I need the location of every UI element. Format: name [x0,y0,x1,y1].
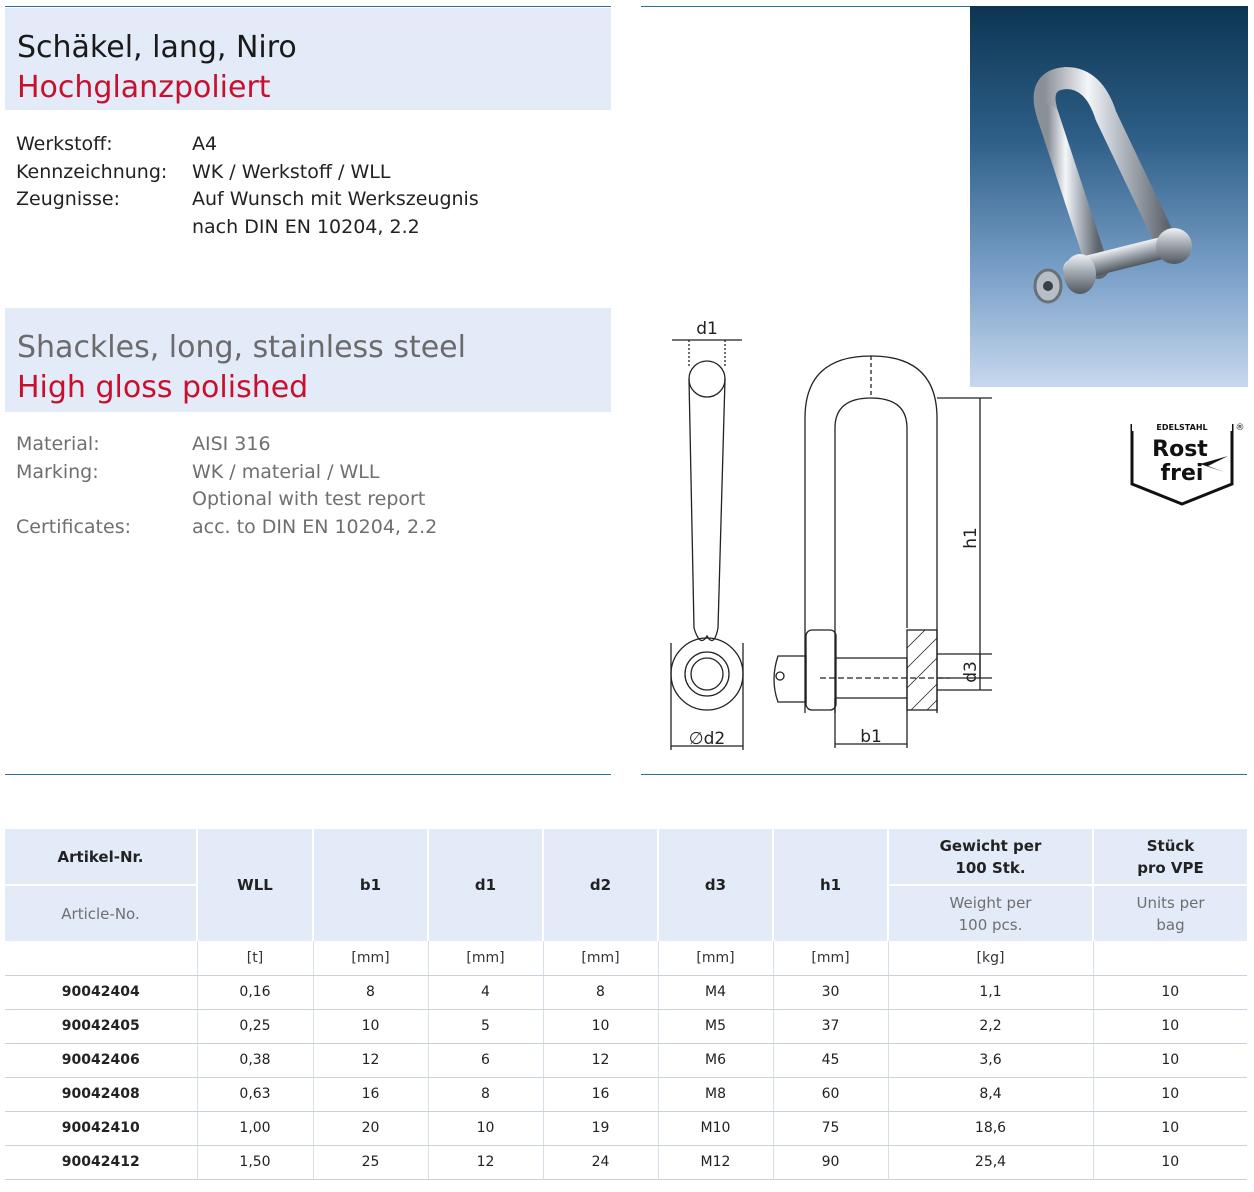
article-number: 90042405 [5,1009,197,1043]
table-row [5,1043,1247,1077]
table-row [5,1111,1247,1145]
cell-h1: 90 [773,1145,888,1179]
spec-list-de [16,131,492,241]
top-rule-right [641,6,970,7]
header-article-en: Article-No. [5,885,197,941]
cell-d3: M6 [658,1043,773,1077]
logo-line2: frei [1160,461,1204,486]
header-qty-de-text: Stück pro VPE [1137,836,1204,877]
cell-h1: 37 [773,1009,888,1043]
unit-cell: [mm] [773,941,888,975]
cell-d3: M8 [658,1077,773,1111]
unit-cell: [t] [197,941,313,975]
unit-cell: [mm] [428,941,543,975]
cell-b1: 12 [313,1043,428,1077]
logo-registered: ® [1235,423,1245,433]
table-row [5,1077,1247,1111]
cell-d2: 12 [543,1043,658,1077]
label-d1: d1 [696,319,718,339]
cell-weight: 3,6 [888,1043,1093,1077]
unit-cell: [mm] [543,941,658,975]
header-qty-en-text: Units per bag [1136,893,1205,934]
spec-key: Kennzeichnung: [16,160,168,183]
cell-d3: M12 [658,1145,773,1179]
spec-value: Optional with test report [192,488,426,510]
title-block-en [5,308,611,412]
cell-qty: 10 [1093,1077,1247,1111]
cell-wll: 1,50 [197,1145,313,1179]
spec-value: acc. to DIN EN 10204, 2.2 [192,515,438,538]
header-weight-en [888,885,1093,941]
spec-key [16,214,192,242]
cell-d3: M4 [658,975,773,1009]
table-row [5,1009,1247,1043]
cell-weight: 25,4 [888,1145,1093,1179]
article-number: 90042406 [5,1043,197,1077]
logo-line1: Rost [1152,437,1208,462]
label-d3: d3 [961,661,981,683]
spec-row [16,431,492,459]
spec-value: Auf Wunsch mit Werkszeugnis [192,188,479,210]
cell-wll: 0,16 [197,975,313,1009]
cell-wll: 0,38 [197,1043,313,1077]
spec-key: Zeugnisse: [16,188,121,210]
units-row [5,941,1247,975]
header-qty-en [1093,885,1247,941]
top-rule-left [5,6,611,7]
cell-d1: 6 [428,1043,543,1077]
mid-rule-left [5,774,611,775]
header-qty-de [1093,829,1247,885]
unit-cell: [kg] [888,941,1093,975]
label-d2: ∅d2 [688,729,726,749]
article-number: 90042412 [5,1145,197,1179]
table-row [5,1145,1247,1179]
cell-weight: 18,6 [888,1111,1093,1145]
cell-d1: 4 [428,975,543,1009]
cell-weight: 2,2 [888,1009,1093,1043]
title-en: Shackles, long, stainless steel [17,330,466,365]
header-wll: WLL [197,829,313,941]
spec-key: Certificates: [16,515,131,538]
cell-wll: 1,00 [197,1111,313,1145]
cell-qty: 10 [1093,1111,1247,1145]
article-number: 90042408 [5,1077,197,1111]
cell-b1: 8 [313,975,428,1009]
cell-h1: 45 [773,1043,888,1077]
logo-top-text: EDELSTAHL [1156,423,1208,432]
cell-d1: 5 [428,1009,543,1043]
spec-key: Marking: [16,460,99,483]
cell-h1: 75 [773,1111,888,1145]
article-number: 90042404 [5,975,197,1009]
cell-d1: 12 [428,1145,543,1179]
cell-d2: 8 [543,975,658,1009]
cell-b1: 16 [313,1077,428,1111]
cell-wll: 0,63 [197,1077,313,1111]
header-d2: d2 [543,829,658,941]
header-weight-en-text: Weight per 100 pcs. [949,893,1032,934]
cell-b1: 10 [313,1009,428,1043]
spec-value: WK / material / WLL [192,460,380,483]
cell-weight: 8,4 [888,1077,1093,1111]
subtitle-de: Hochglanzpoliert [17,70,271,105]
spec-row [16,131,492,159]
title-de: Schäkel, lang, Niro [17,30,297,65]
header-d3: d3 [658,829,773,941]
spec-row [16,459,492,487]
spec-row [16,514,492,542]
spec-key: Werkstoff: [16,133,113,155]
table-row [5,975,1247,1009]
spec-value: WK / Werkstoff / WLL [192,160,391,183]
cell-b1: 20 [313,1111,428,1145]
cell-d2: 24 [543,1145,658,1179]
cell-qty: 10 [1093,1009,1247,1043]
header-b1: b1 [313,829,428,941]
spec-value: AISI 316 [192,433,271,455]
specs-table [5,829,1247,1180]
unit-cell: [mm] [313,941,428,975]
spec-row [16,159,492,187]
cell-weight: 1,1 [888,975,1093,1009]
article-number: 90042410 [5,1111,197,1145]
header-article-de: Artikel-Nr. [5,829,197,885]
spec-row [16,214,492,242]
spec-row [16,186,492,214]
unit-cell: [mm] [658,941,773,975]
cell-b1: 25 [313,1145,428,1179]
spec-key [16,486,192,514]
cell-d1: 8 [428,1077,543,1111]
header-weight-de-text: Gewicht per 100 Stk. [939,836,1042,877]
cell-h1: 60 [773,1077,888,1111]
subtitle-en: High gloss polished [17,370,309,405]
spec-key: Material: [16,433,100,455]
cell-qty: 10 [1093,1145,1247,1179]
rostfrei-logo-icon [1128,420,1246,508]
cell-d3: M10 [658,1111,773,1145]
header-weight-de [888,829,1093,885]
cell-d2: 16 [543,1077,658,1111]
spec-list-en [16,431,492,541]
header-h1: h1 [773,829,888,941]
cell-d3: M5 [658,1009,773,1043]
cell-qty: 10 [1093,975,1247,1009]
mid-rule-right [641,774,1247,775]
shackle-photo-icon [970,6,1248,387]
spec-row [16,486,492,514]
unit-cell [5,941,197,975]
unit-cell [1093,941,1247,975]
spec-value: nach DIN EN 10204, 2.2 [192,215,420,238]
cell-d2: 19 [543,1111,658,1145]
cell-wll: 0,25 [197,1009,313,1043]
cell-qty: 10 [1093,1043,1247,1077]
label-b1: b1 [860,727,882,747]
label-h1: h1 [961,527,981,549]
cell-h1: 30 [773,975,888,1009]
product-photo [970,6,1248,387]
cell-d1: 10 [428,1111,543,1145]
spec-value: A4 [192,133,218,155]
title-block-de [5,8,611,110]
header-d1: d1 [428,829,543,941]
cell-d2: 10 [543,1009,658,1043]
dimension-drawing [660,318,1000,758]
